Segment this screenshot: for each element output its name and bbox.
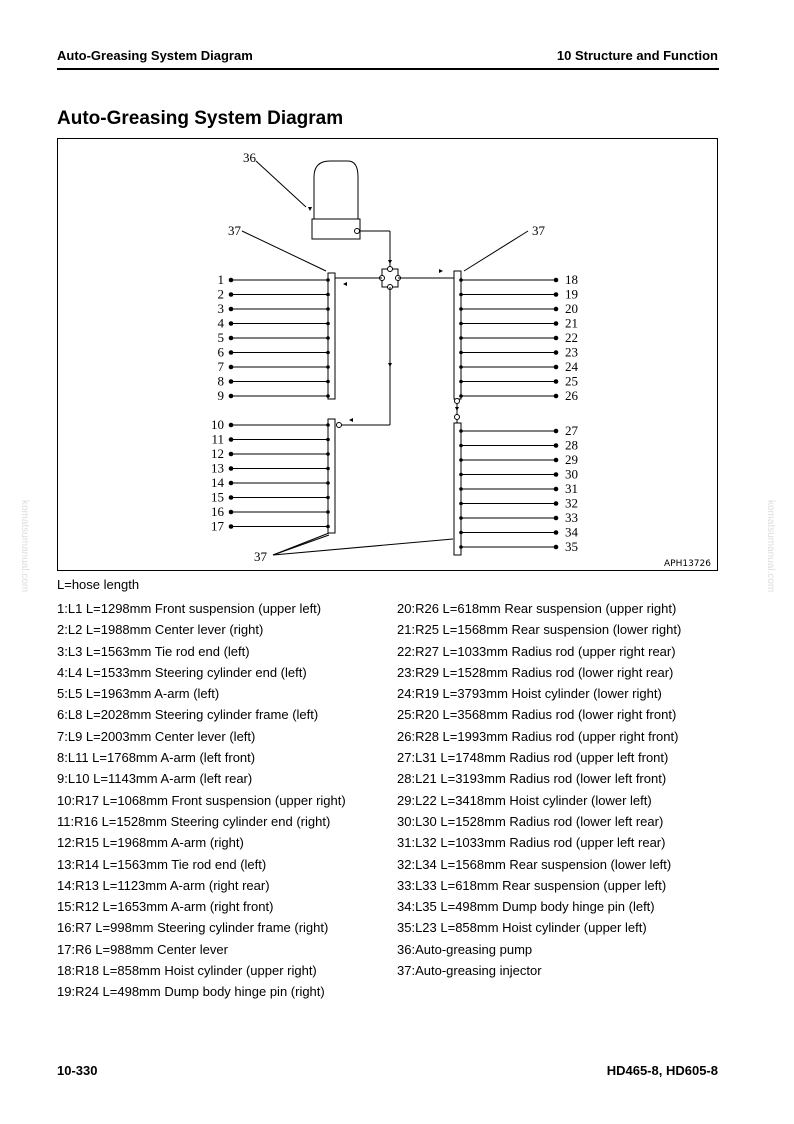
injector-port [459,516,463,520]
legend-item: 33:L33 L=618mm Rear suspension (upper left) [397,877,667,893]
port-label: 32 [565,495,578,511]
port-dot [554,458,559,463]
callout-37-left: 37 [228,223,241,238]
port-dot [554,350,559,355]
port-label: 9 [217,388,224,403]
diagram-svg [58,139,717,570]
injector-port [326,525,330,529]
port-label: 3 [217,301,224,316]
port-dot [229,321,234,326]
header-rule [57,68,719,70]
port-label: 22 [565,330,578,345]
legend-item: 8:L11 L=1768mm A-arm (left front) [57,750,256,766]
injector-port [326,481,330,485]
port-dot [229,495,234,500]
port-dot [554,516,559,521]
legend-item: 5:L5 L=1963mm A-arm (left) [57,686,220,702]
pump-outlet [355,229,360,234]
port-label: 19 [565,286,578,302]
legend-item: 2:L2 L=1988mm Center lever (right) [57,622,264,638]
left-lower-inlet [337,423,342,428]
port-dot [229,423,234,428]
legend-item: 37:Auto-greasing injector [397,963,542,979]
injector-port [326,496,330,500]
port-dot [229,379,234,384]
callout-37-leader [273,533,329,555]
figure-id: APH13726 [664,559,711,569]
injector-port [326,423,330,427]
injector-port [326,307,330,311]
legend-item: 12:R15 L=1968mm A-arm (right) [57,835,244,851]
legend-left-column [57,598,346,1003]
injector-port [326,467,330,471]
port-dot [229,466,234,471]
port-label: 18 [565,272,578,287]
port-label: 7 [217,359,224,374]
legend-item: 30:L30 L=1528mm Radius rod (lower left rear) [397,813,664,829]
header-chapter-title: 10 Structure and Function [556,48,718,63]
port-label: 13 [211,460,224,476]
port-dot [554,307,559,312]
legend-item: 21:R25 L=1568mm Rear suspension (lower right) [397,622,682,638]
port-dot [229,394,234,399]
port-dot [229,437,234,442]
legend-item: 36:Auto-greasing pump [397,941,533,957]
port-label: 11 [211,431,224,447]
legend-item: 29:L22 L=3418mm Hoist cylinder (lower left) [397,792,652,808]
callout-36-leader [256,161,306,207]
port-label: 23 [565,344,578,360]
port-label: 26 [565,388,578,403]
legend-item: 1:L1 L=1298mm Front suspension (upper left) [57,601,322,616]
port-label: 24 [565,359,578,374]
legend-item: 4:L4 L=1533mm Steering cylinder end (left) [57,664,307,680]
port-label: 27 [565,423,578,438]
legend-item: 19:R24 L=498mm Dump body hinge pin (right) [57,984,325,1000]
injector-port [459,351,463,355]
injector-port [459,444,463,448]
callout-37-bottom: 37 [254,549,267,564]
port-dot [229,481,234,486]
port-label: 20 [565,301,578,316]
flow-arrow-2 [343,282,347,286]
injector-port [326,380,330,384]
injector-port [326,452,330,456]
watermark-right: komatsumanual.com [765,500,776,593]
port-dot [229,292,234,297]
port-dot [229,278,234,283]
injector-port [326,351,330,355]
legend-item: 28:L21 L=3193mm Radius rod (lower left front) [397,771,667,787]
port-label: 5 [217,330,224,345]
port-label: 4 [217,315,224,331]
legend-item: 10:R17 L=1068mm Front suspension (upper right) [57,792,346,808]
port-label: 35 [565,539,578,554]
legend-item: 20:R26 L=618mm Rear suspension (upper right) [397,601,677,616]
flow-arrow-6 [455,407,459,411]
injector-port [326,322,330,326]
port-dot [229,510,234,515]
injector-port [459,293,463,297]
legend-item: 17:R6 L=988mm Center lever [57,941,228,957]
injector-port [459,531,463,535]
port-label: 14 [211,475,224,490]
port-dot [554,487,559,492]
port-label: 33 [565,510,578,525]
legend-item: 34:L35 L=498mm Dump body hinge pin (left) [397,899,655,915]
port-dot [554,365,559,370]
legend-item: 11:R16 L=1528mm Steering cylinder end (right) [57,813,331,829]
injector-port [459,380,463,384]
port-dot [554,278,559,283]
pump-base [312,219,360,239]
port-dot [229,524,234,529]
legend-item: 24:R19 L=3793mm Hoist cylinder (lower right) [397,686,662,702]
injector-port [459,473,463,477]
page-number: 10-330 [57,1063,98,1078]
injector-port [326,438,330,442]
callout-36-arrowhead [308,207,312,211]
right-link-top [455,399,460,404]
legend-item: 7:L9 L=2003mm Center lever (left) [57,728,256,744]
port-dot [554,336,559,341]
injector-port [459,322,463,326]
legend-item: 9:L10 L=1143mm A-arm (left rear) [57,771,253,787]
port-label: 28 [565,437,578,453]
legend-item: 26:R28 L=1993mm Radius rod (upper right front) [397,728,679,744]
injector-port [326,510,330,514]
injector-port [326,278,330,282]
distributor-in [388,267,393,272]
injector-port [459,458,463,462]
port-label: 15 [211,489,224,505]
model-numbers: HD465-8, HD605-8 [606,1063,718,1078]
injector-port [459,394,463,398]
injector-port [326,336,330,340]
port-label: 25 [565,373,578,389]
port-dot [229,452,234,457]
port-dot [554,394,559,399]
port-label: 2 [217,286,224,302]
injector-port [326,394,330,398]
port-label: 21 [565,315,578,331]
port-label: 31 [565,481,578,496]
legend-item: 23:R29 L=1528mm Radius rod (lower right rear) [397,664,674,680]
page-title: Auto-Greasing System Diagram [57,108,344,129]
port-label: 34 [565,524,578,540]
injector-port [459,502,463,506]
legend-right-column [397,598,681,981]
port-label: 16 [211,504,224,519]
injector-port [459,278,463,282]
injector-port [459,487,463,491]
callout-37-right: 37 [532,223,545,238]
injector-port [459,545,463,549]
legend-item: 16:R7 L=998mm Steering cylinder frame (right) [57,920,329,936]
injector-right-upper [454,271,461,399]
legend-item: 35:L23 L=858mm Hoist cylinder (upper left) [397,920,647,936]
port-dot [229,307,234,312]
legend-item: 6:L8 L=2028mm Steering cylinder frame (left) [57,707,319,723]
port-dot [229,350,234,355]
legend-item: 27:L31 L=1748mm Radius rod (upper left front) [397,750,669,766]
injector-left-lower [328,419,335,533]
port-dot [554,545,559,550]
port-label: 6 [217,344,224,360]
legend-item: 13:R14 L=1563mm Tie rod end (left) [57,856,267,872]
hose-length-note: L=hose length [57,577,140,592]
legend-item: 3:L3 L=1563mm Tie rod end (left) [57,643,250,659]
legend-item: 18:R18 L=858mm Hoist cylinder (upper right) [57,963,317,979]
legend-item: 22:R27 L=1033mm Radius rod (upper right rear) [397,643,676,659]
port-dot [554,321,559,326]
injector-port [459,307,463,311]
flow-arrow-5 [439,269,443,273]
pump-tank [314,161,358,219]
port-dot [554,530,559,535]
port-dot [229,365,234,370]
port-dot [554,501,559,506]
legend-item: 31:L32 L=1033mm Radius rod (upper left rear) [397,835,666,851]
port-label: 8 [217,373,224,389]
callout-37-leader [273,539,453,555]
injector-port [459,336,463,340]
port-dot [554,379,559,384]
injector-port [326,365,330,369]
port-dot [554,292,559,297]
callout-36: 36 [243,150,256,165]
right-link-bottom [455,415,460,420]
port-label: 29 [565,452,578,467]
legend-item: 14:R13 L=1123mm A-arm (right rear) [57,877,270,893]
flow-arrow-1 [388,260,392,264]
flow-arrow-4 [349,418,353,422]
port-label: 17 [211,518,224,534]
port-dot [554,472,559,477]
port-dot [554,443,559,448]
injector-port [459,365,463,369]
header-section-title: Auto-Greasing System Diagram [57,48,253,63]
watermark-left: komatsumanual.com [19,500,30,593]
port-label: 10 [211,417,224,432]
flow-arrow-3 [388,363,392,367]
callout-37-leader [464,231,528,271]
port-dot [229,336,234,341]
injector-port [459,429,463,433]
port-dot [554,429,559,434]
port-label: 30 [565,466,578,482]
legend-item: 32:L34 L=1568mm Rear suspension (lower left) [397,856,672,872]
legend-item: 25:R20 L=3568mm Radius rod (lower right front) [397,707,677,723]
system-diagram [57,138,718,571]
port-label: 12 [211,446,224,461]
legend-item: 15:R12 L=1653mm A-arm (right front) [57,899,274,915]
port-label: 1 [217,272,224,287]
injector-port [326,293,330,297]
